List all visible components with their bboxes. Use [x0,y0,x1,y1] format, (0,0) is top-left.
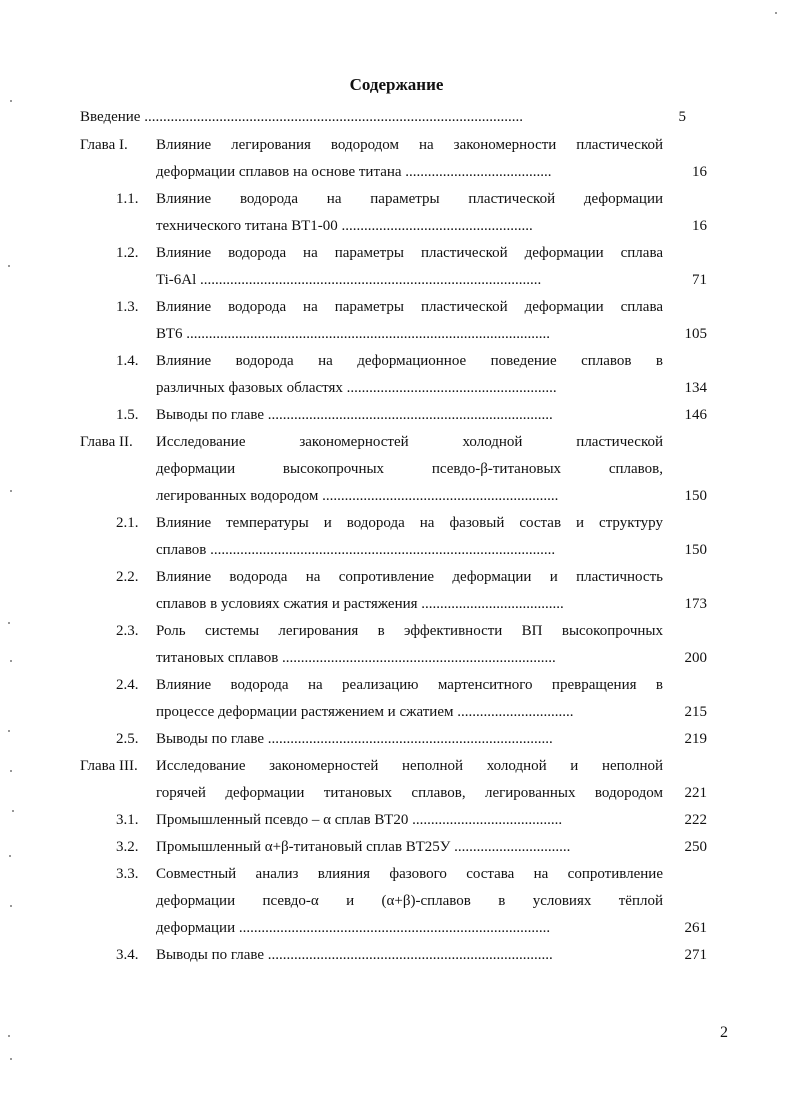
toc-entry-line: Влияние водорода на реализацию мартенситного превращения в [156,677,663,693]
toc-entry-line: Влияние водорода на параметры пластической деформации [156,191,663,207]
scan-speck [9,855,11,857]
toc-page-number: 71 [692,272,707,288]
toc-entry-line: сплавов в условиях сжатия и растяжения ...................................... [156,596,564,612]
toc-section-label: 3.3. [116,866,139,882]
scan-speck [775,12,777,14]
toc-page-number: 105 [684,326,707,342]
toc-entry-line: Ti-6Al ........................................................................................... [156,272,542,288]
toc-entry-line: Влияние температуры и водорода на фазовый состав и структуру [156,515,663,531]
toc-page-number: 215 [684,704,707,720]
page-number: 2 [720,1024,728,1041]
toc-section-label: 2.2. [116,569,139,585]
toc-chapter-label: Глава I. [80,137,128,153]
toc-chapter-label: Глава II. [80,434,133,450]
toc-section-label: 3.1. [116,812,139,828]
scan-speck [8,730,10,732]
toc-entry-line: Выводы по главе ............................................................................ [156,407,553,423]
toc-section-label: 2.3. [116,623,139,639]
toc-section-label: 1.4. [116,353,139,369]
toc-entry-line: ВТ6 ................................................................................................. [156,326,550,342]
toc-entry-line: горячей деформации титановых сплавов, легированных водородом [156,785,663,801]
toc-entry-line: Влияние водорода на параметры пластической деформации сплава [156,245,663,261]
toc-entry-line: легированных водородом ............................................................... [156,488,559,504]
toc-entry-line: различных фазовых областях ........................................................ [156,380,557,396]
toc-page-number: 16 [692,164,707,180]
toc-page-number: 222 [684,812,707,828]
toc-entry-line: Влияние водорода на деформационное поведение сплавов в [156,353,663,369]
scan-speck [8,622,10,624]
toc-section-label: 1.3. [116,299,139,315]
toc-entry-line: Исследование закономерностей холодной пластической [156,434,663,450]
toc-entry-line: Совместный анализ влияния фазового состава на сопротивление [156,866,663,882]
toc-entry-line: Влияние легирования водородом на закономерности пластической [156,137,663,153]
toc-section-label: 2.5. [116,731,139,747]
toc-entry-line: деформации высокопрочных псевдо-β-титановых сплавов, [156,461,663,477]
toc-entry-line: титановых сплавов ......................................................................... [156,650,556,666]
scan-speck [12,810,14,812]
toc-section-label: 1.2. [116,245,139,261]
toc-page-number: 5 [678,109,686,125]
toc-page-number: 146 [684,407,707,423]
toc-entry-line: деформации псевдо-α и (α+β)-сплавов в условиях тёплой [156,893,663,909]
toc-page-number: 150 [684,488,707,504]
toc-entry-line: Исследование закономерностей неполной холодной и неполной [156,758,663,774]
toc-page-number: 271 [684,947,707,963]
toc-chapter-label: Глава III. [80,758,138,774]
scan-speck [10,100,12,102]
toc-page-number: 250 [684,839,707,855]
toc-page-number: 200 [684,650,707,666]
scan-speck [10,1058,12,1060]
toc-section-label: 2.4. [116,677,139,693]
toc-page-number: 173 [684,596,707,612]
toc-page-number: 261 [684,920,707,936]
toc-section-label: 3.2. [116,839,139,855]
toc-entry-line: Влияние водорода на сопротивление деформации и пластичность [156,569,663,585]
toc-entry-line: Промышленный псевдо – α сплав ВТ20 ........................................ [156,812,563,828]
scan-speck [8,265,10,267]
toc-page-number: 150 [684,542,707,558]
toc-page-number: 16 [692,218,707,234]
toc-entry-line: технического титана ВТ1-00 ................................................... [156,218,533,234]
toc-page-number: 219 [684,731,707,747]
toc-entry-line: Выводы по главе ............................................................................ [156,947,553,963]
toc-entry-line: Роль системы легирования в эффективности ВП высокопрочных [156,623,663,639]
page-title: Содержание [349,75,444,94]
toc-page-number: 134 [684,380,707,396]
toc-section-label: 1.5. [116,407,139,423]
scan-speck [10,490,12,492]
toc-entry-line: Промышленный α+β-титановый сплав ВТ25У ............................... [156,839,571,855]
toc-entry-line: Влияние водорода на параметры пластической деформации сплава [156,299,663,315]
scan-speck [8,1035,10,1037]
scan-speck [10,770,12,772]
toc-section-label: 2.1. [116,515,139,531]
toc-entry-line: сплавов ............................................................................................ [156,542,556,558]
toc-entry-line: деформации сплавов на основе титана ....................................... [156,164,552,180]
toc-entry-line: Выводы по главе ............................................................................ [156,731,553,747]
scan-speck [10,660,12,662]
toc-section-label: 3.4. [116,947,139,963]
toc-section-label: 1.1. [116,191,139,207]
scan-speck [10,905,12,907]
toc-entry-line: процессе деформации растяжением и сжатием ............................... [156,704,574,720]
toc-entry-line: деформации ................................................................................... [156,920,551,936]
toc-page-number: 221 [684,785,707,801]
toc-entry-line: Введение ..................................................................................................... [80,109,523,125]
